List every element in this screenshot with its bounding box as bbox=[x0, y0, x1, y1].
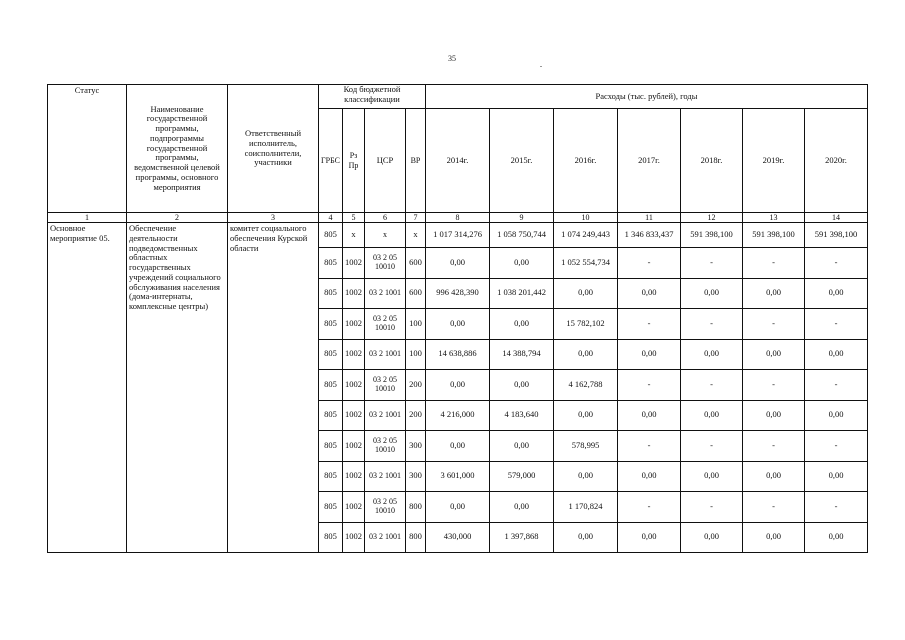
name-cell: Обеспечение деятельности подведомственных областных государственных учреждений социального обслуживания населения (дома-интернаты, комплексные центры) bbox=[127, 223, 228, 553]
expense-cell: - bbox=[681, 309, 743, 340]
column-number: 14 bbox=[805, 213, 868, 223]
csr-cell: 03 2 1001 bbox=[365, 339, 406, 370]
expense-cell: 1 058 750,744 bbox=[490, 223, 554, 248]
expense-cell: - bbox=[681, 248, 743, 279]
expense-cell: - bbox=[743, 248, 805, 279]
csr-cell: 03 2 1001 bbox=[365, 278, 406, 309]
expense-cell: 579,000 bbox=[490, 461, 554, 492]
vr-cell: 800 bbox=[406, 522, 426, 553]
expense-cell: 0,00 bbox=[681, 461, 743, 492]
rzpr-cell: 1002 bbox=[343, 309, 365, 340]
column-number: 2 bbox=[127, 213, 228, 223]
grbs-cell: 805 bbox=[319, 278, 343, 309]
year-header: 2018г. bbox=[681, 109, 743, 213]
column-number: 11 bbox=[618, 213, 681, 223]
csr-cell: х bbox=[365, 223, 406, 248]
expense-cell: - bbox=[805, 431, 868, 462]
expense-cell: - bbox=[743, 370, 805, 401]
rzpr-cell: 1002 bbox=[343, 400, 365, 431]
kbk-group-header: Код бюджетной классификации bbox=[319, 85, 426, 109]
grbs-cell: 805 bbox=[319, 339, 343, 370]
csr-cell: 03 2 1001 bbox=[365, 461, 406, 492]
table-row bbox=[48, 223, 868, 248]
expense-cell: - bbox=[805, 370, 868, 401]
expense-cell: - bbox=[618, 309, 681, 340]
expense-cell: 0,00 bbox=[618, 461, 681, 492]
expense-cell: 1 017 314,276 bbox=[426, 223, 490, 248]
expense-cell: 3 601,000 bbox=[426, 461, 490, 492]
column-number: 12 bbox=[681, 213, 743, 223]
budget-table bbox=[47, 84, 868, 553]
expense-cell: 0,00 bbox=[743, 339, 805, 370]
expense-cell: 1 052 554,734 bbox=[554, 248, 618, 279]
expense-cell: 996 428,390 bbox=[426, 278, 490, 309]
expense-cell: 591 398,100 bbox=[743, 223, 805, 248]
status-header: Статус bbox=[48, 85, 127, 213]
expense-cell: 0,00 bbox=[618, 522, 681, 553]
vr-cell: 600 bbox=[406, 278, 426, 309]
expenses-group-header: Расходы (тыс. рублей), годы bbox=[426, 85, 868, 109]
expense-cell: - bbox=[805, 492, 868, 523]
column-number: 13 bbox=[743, 213, 805, 223]
column-number: 3 bbox=[228, 213, 319, 223]
expense-cell: 0,00 bbox=[681, 339, 743, 370]
vr-header: ВР bbox=[406, 109, 426, 213]
expense-cell: 430,000 bbox=[426, 522, 490, 553]
expense-cell: 0,00 bbox=[426, 309, 490, 340]
expense-cell: - bbox=[681, 492, 743, 523]
responsible-cell: комитет социального обеспечения Курской области bbox=[228, 223, 319, 553]
rzpr-cell: 1002 bbox=[343, 278, 365, 309]
vr-cell: 600 bbox=[406, 248, 426, 279]
grbs-cell: 805 bbox=[319, 461, 343, 492]
rzpr-cell: 1002 bbox=[343, 339, 365, 370]
rzpr-cell: 1002 bbox=[343, 431, 365, 462]
rzpr-cell: 1002 bbox=[343, 492, 365, 523]
expense-cell: 14 388,794 bbox=[490, 339, 554, 370]
vr-cell: 100 bbox=[406, 339, 426, 370]
column-number: 4 bbox=[319, 213, 343, 223]
expense-cell: 0,00 bbox=[426, 370, 490, 401]
csr-cell: 03 2 05 10010 bbox=[365, 492, 406, 523]
expense-cell: 1 346 833,437 bbox=[618, 223, 681, 248]
rzpr-cell: 1002 bbox=[343, 370, 365, 401]
column-number: 6 bbox=[365, 213, 406, 223]
expense-cell: - bbox=[743, 431, 805, 462]
expense-cell: 1 074 249,443 bbox=[554, 223, 618, 248]
vr-cell: х bbox=[406, 223, 426, 248]
column-number: 8 bbox=[426, 213, 490, 223]
expense-cell: 1 170,824 bbox=[554, 492, 618, 523]
expense-cell: - bbox=[618, 248, 681, 279]
expense-cell: 0,00 bbox=[681, 522, 743, 553]
grbs-cell: 805 bbox=[319, 223, 343, 248]
grbs-cell: 805 bbox=[319, 492, 343, 523]
grbs-cell: 805 bbox=[319, 400, 343, 431]
expense-cell: 0,00 bbox=[805, 278, 868, 309]
grbs-cell: 805 bbox=[319, 431, 343, 462]
expense-cell: 0,00 bbox=[554, 400, 618, 431]
expense-cell: 0,00 bbox=[490, 370, 554, 401]
expense-cell: - bbox=[805, 248, 868, 279]
expense-cell: 0,00 bbox=[805, 461, 868, 492]
column-number: 7 bbox=[406, 213, 426, 223]
csr-cell: 03 2 05 10010 bbox=[365, 370, 406, 401]
expense-cell: 0,00 bbox=[681, 400, 743, 431]
expense-cell: 0,00 bbox=[743, 522, 805, 553]
year-header: 2015г. bbox=[490, 109, 554, 213]
grbs-cell: 805 bbox=[319, 248, 343, 279]
year-header: 2020г. bbox=[805, 109, 868, 213]
grbs-cell: 805 bbox=[319, 370, 343, 401]
expense-cell: 0,00 bbox=[490, 248, 554, 279]
expense-cell: 0,00 bbox=[426, 248, 490, 279]
rzpr-cell: х bbox=[343, 223, 365, 248]
grbs-cell: 805 bbox=[319, 522, 343, 553]
expense-cell: 1 038 201,442 bbox=[490, 278, 554, 309]
page-number: 35 bbox=[448, 54, 456, 63]
expense-cell: 0,00 bbox=[426, 431, 490, 462]
rzpr-header: Рз Пр bbox=[343, 109, 365, 213]
csr-cell: 03 2 1001 bbox=[365, 522, 406, 553]
expense-cell: 0,00 bbox=[805, 339, 868, 370]
rzpr-cell: 1002 bbox=[343, 461, 365, 492]
grbs-cell: 805 bbox=[319, 309, 343, 340]
expense-cell: 578,995 bbox=[554, 431, 618, 462]
expense-cell: 0,00 bbox=[805, 522, 868, 553]
year-header: 2019г. bbox=[743, 109, 805, 213]
expense-cell: 591 398,100 bbox=[805, 223, 868, 248]
expense-cell: 0,00 bbox=[805, 400, 868, 431]
csr-header: ЦСР bbox=[365, 109, 406, 213]
vr-cell: 300 bbox=[406, 431, 426, 462]
expense-cell: 4 183,640 bbox=[490, 400, 554, 431]
status-cell: Основное мероприятие 05. bbox=[48, 223, 127, 553]
expense-cell: - bbox=[743, 492, 805, 523]
vr-cell: 100 bbox=[406, 309, 426, 340]
column-number: 1 bbox=[48, 213, 127, 223]
vr-cell: 800 bbox=[406, 492, 426, 523]
column-number: 5 bbox=[343, 213, 365, 223]
vr-cell: 300 bbox=[406, 461, 426, 492]
expense-cell: 0,00 bbox=[618, 400, 681, 431]
expense-cell: - bbox=[681, 370, 743, 401]
table-body bbox=[48, 223, 868, 553]
expense-cell: 4 216,000 bbox=[426, 400, 490, 431]
expense-cell: - bbox=[618, 431, 681, 462]
expense-cell: 1 397,868 bbox=[490, 522, 554, 553]
expense-cell: 0,00 bbox=[743, 278, 805, 309]
expense-cell: - bbox=[618, 370, 681, 401]
expense-cell: 0,00 bbox=[743, 400, 805, 431]
expense-cell: - bbox=[743, 309, 805, 340]
expense-cell: 0,00 bbox=[618, 339, 681, 370]
vr-cell: 200 bbox=[406, 400, 426, 431]
column-number: 10 bbox=[554, 213, 618, 223]
expense-cell: 0,00 bbox=[554, 339, 618, 370]
year-header: 2014г. bbox=[426, 109, 490, 213]
expense-cell: - bbox=[681, 431, 743, 462]
csr-cell: 03 2 1001 bbox=[365, 400, 406, 431]
expense-cell: 0,00 bbox=[490, 309, 554, 340]
expense-cell: 4 162,788 bbox=[554, 370, 618, 401]
expense-cell: 0,00 bbox=[554, 461, 618, 492]
csr-cell: 03 2 05 10010 bbox=[365, 309, 406, 340]
expense-cell: 0,00 bbox=[490, 492, 554, 523]
year-header: 2017г. bbox=[618, 109, 681, 213]
expense-cell: 0,00 bbox=[743, 461, 805, 492]
expense-cell: 14 638,886 bbox=[426, 339, 490, 370]
responsible-header: Ответственный исполнитель, соисполнители, участники bbox=[228, 85, 319, 213]
scan-speck bbox=[540, 66, 542, 67]
expense-cell: 0,00 bbox=[490, 431, 554, 462]
year-header: 2016г. bbox=[554, 109, 618, 213]
expense-cell: 0,00 bbox=[681, 278, 743, 309]
expense-cell: - bbox=[805, 309, 868, 340]
expense-cell: 0,00 bbox=[554, 522, 618, 553]
grbs-header: ГРБС bbox=[319, 109, 343, 213]
expense-cell: - bbox=[618, 492, 681, 523]
column-number: 9 bbox=[490, 213, 554, 223]
csr-cell: 03 2 05 10010 bbox=[365, 431, 406, 462]
rzpr-cell: 1002 bbox=[343, 248, 365, 279]
vr-cell: 200 bbox=[406, 370, 426, 401]
expense-cell: 0,00 bbox=[554, 278, 618, 309]
column-number-row bbox=[48, 213, 868, 223]
expense-cell: 0,00 bbox=[426, 492, 490, 523]
expense-cell: 591 398,100 bbox=[681, 223, 743, 248]
expense-cell: 0,00 bbox=[618, 278, 681, 309]
name-header: Наименование государственной программы, подпрограммы государственной программы, ведомственной целевой программы, основного мероприятия bbox=[127, 85, 228, 213]
csr-cell: 03 2 05 10010 bbox=[365, 248, 406, 279]
rzpr-cell: 1002 bbox=[343, 522, 365, 553]
expense-cell: 15 782,102 bbox=[554, 309, 618, 340]
